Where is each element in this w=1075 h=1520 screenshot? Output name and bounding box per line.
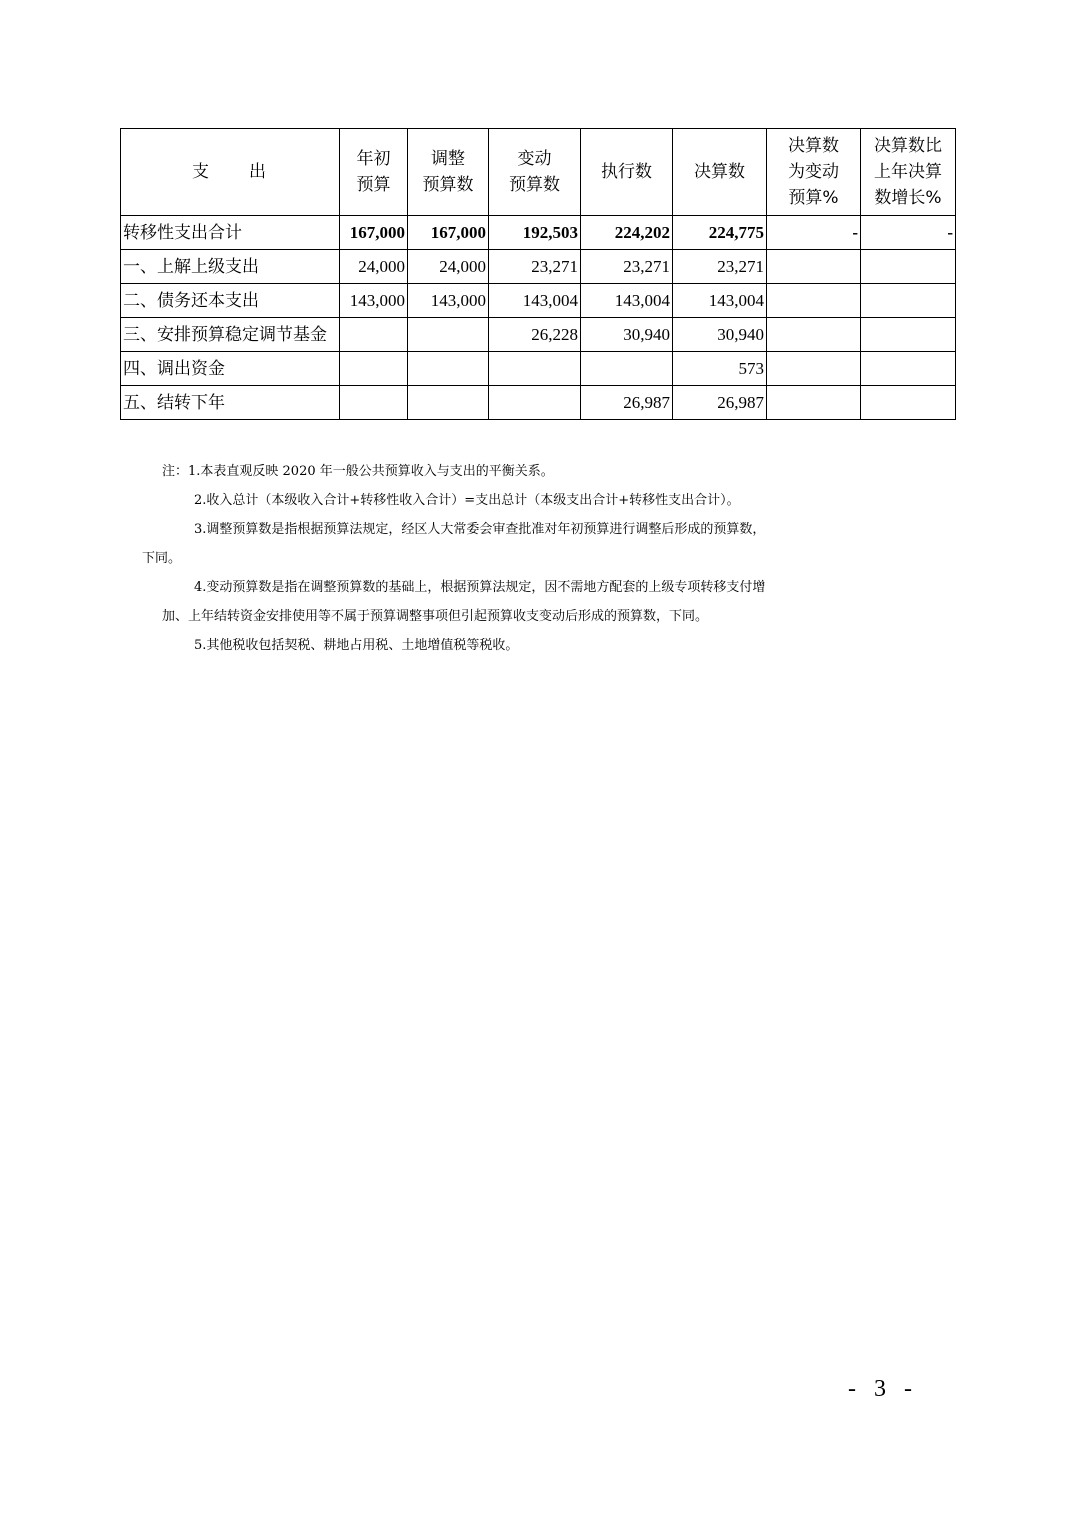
cell-changed	[489, 352, 581, 386]
header-line: 执行数	[601, 162, 652, 182]
header-category-text: 支 出	[192, 162, 268, 182]
header-final-vs-last-year-pct	[861, 129, 956, 216]
row-label: 二、债务还本支出	[121, 284, 340, 318]
cell-pct-growth: -	[861, 216, 956, 250]
header-line: 年初	[356, 149, 391, 169]
header-initial-budget	[340, 129, 408, 216]
header-line: 决算数	[788, 136, 839, 156]
cell-final: 26,987	[673, 386, 767, 420]
cell-pct-changed	[767, 352, 861, 386]
table-row	[121, 284, 956, 318]
note-4-continued: 加、上年结转资金安排使用等不属于预算调整事项但引起预算收支变动后形成的预算数，下同。	[162, 609, 709, 624]
header-line: 预算%	[788, 188, 839, 208]
cell-pct-changed	[767, 386, 861, 420]
cell-pct-changed	[767, 318, 861, 352]
header-executed	[581, 129, 673, 216]
header-final-vs-changed-pct	[767, 129, 861, 216]
header-line: 调整	[431, 149, 465, 169]
header-line: 决算数	[694, 162, 745, 182]
cell-initial: 167,000	[340, 216, 408, 250]
cell-adjusted: 24,000	[408, 250, 489, 284]
header-final	[673, 129, 767, 216]
cell-final: 23,271	[673, 250, 767, 284]
note-3-continued: 下同。	[142, 551, 182, 566]
cell-executed: 224,202	[581, 216, 673, 250]
cell-final: 573	[673, 352, 767, 386]
cell-initial: 24,000	[340, 250, 408, 284]
header-line: 预算数	[509, 175, 560, 195]
cell-pct-growth	[861, 352, 956, 386]
note-2: 2.收入总计（本级收入合计+转移性收入合计）=支出总计（本级支出合计+转移性支出合计）。	[194, 493, 740, 508]
header-line: 决算数比	[874, 136, 942, 156]
cell-executed: 23,271	[581, 250, 673, 284]
header-category	[121, 129, 340, 216]
cell-initial	[340, 386, 408, 420]
cell-executed: 30,940	[581, 318, 673, 352]
cell-adjusted: 143,000	[408, 284, 489, 318]
note-5: 5.其他税收包括契税、耕地占用税、土地增值税等税收。	[194, 638, 519, 653]
table-row	[121, 352, 956, 386]
cell-adjusted	[408, 318, 489, 352]
cell-adjusted: 167,000	[408, 216, 489, 250]
table-row	[121, 318, 956, 352]
cell-final: 224,775	[673, 216, 767, 250]
cell-pct-growth	[861, 318, 956, 352]
cell-pct-growth	[861, 284, 956, 318]
cell-adjusted	[408, 386, 489, 420]
table-notes	[142, 457, 922, 660]
cell-executed: 143,004	[581, 284, 673, 318]
row-label: 一、上解上级支出	[121, 250, 340, 284]
cell-adjusted	[408, 352, 489, 386]
note-4: 4.变动预算数是指在调整预算数的基础上，根据预算法规定，因不需地方配套的上级专项转移支付增	[194, 580, 766, 595]
expenditure-table	[120, 128, 956, 420]
header-changed-budget	[489, 129, 581, 216]
cell-changed: 26,228	[489, 318, 581, 352]
header-adjusted-budget	[408, 129, 489, 216]
cell-pct-growth	[861, 386, 956, 420]
header-line: 预算	[356, 175, 391, 195]
cell-executed	[581, 352, 673, 386]
table-row-total	[121, 216, 956, 250]
cell-initial: 143,000	[340, 284, 408, 318]
note-3: 3.调整预算数是指根据预算法规定，经区人大常委会审查批准对年初预算进行调整后形成的预算数，	[194, 522, 766, 537]
cell-pct-changed	[767, 284, 861, 318]
cell-changed: 192,503	[489, 216, 581, 250]
header-line: 数增长%	[874, 188, 942, 208]
cell-initial	[340, 352, 408, 386]
header-line: 为变动	[788, 162, 839, 182]
table-row	[121, 250, 956, 284]
note-1: 注：1.本表直观反映 2020 年一般公共预算收入与支出的平衡关系。	[162, 464, 554, 479]
cell-changed: 143,004	[489, 284, 581, 318]
cell-final: 143,004	[673, 284, 767, 318]
header-line: 预算数	[422, 175, 474, 195]
cell-initial	[340, 318, 408, 352]
cell-final: 30,940	[673, 318, 767, 352]
row-label: 转移性支出合计	[121, 216, 340, 250]
header-line: 上年决算	[874, 162, 942, 182]
header-line: 变动	[517, 149, 552, 169]
table-row	[121, 386, 956, 420]
cell-changed: 23,271	[489, 250, 581, 284]
row-label: 五、结转下年	[121, 386, 340, 420]
row-label: 三、安排预算稳定调节基金	[121, 318, 340, 352]
page-number: - 3 -	[848, 1376, 918, 1402]
cell-executed: 26,987	[581, 386, 673, 420]
row-label: 四、调出资金	[121, 352, 340, 386]
table-header-row	[121, 129, 956, 216]
cell-pct-growth	[861, 250, 956, 284]
cell-pct-changed	[767, 250, 861, 284]
cell-pct-changed: -	[767, 216, 861, 250]
cell-changed	[489, 386, 581, 420]
